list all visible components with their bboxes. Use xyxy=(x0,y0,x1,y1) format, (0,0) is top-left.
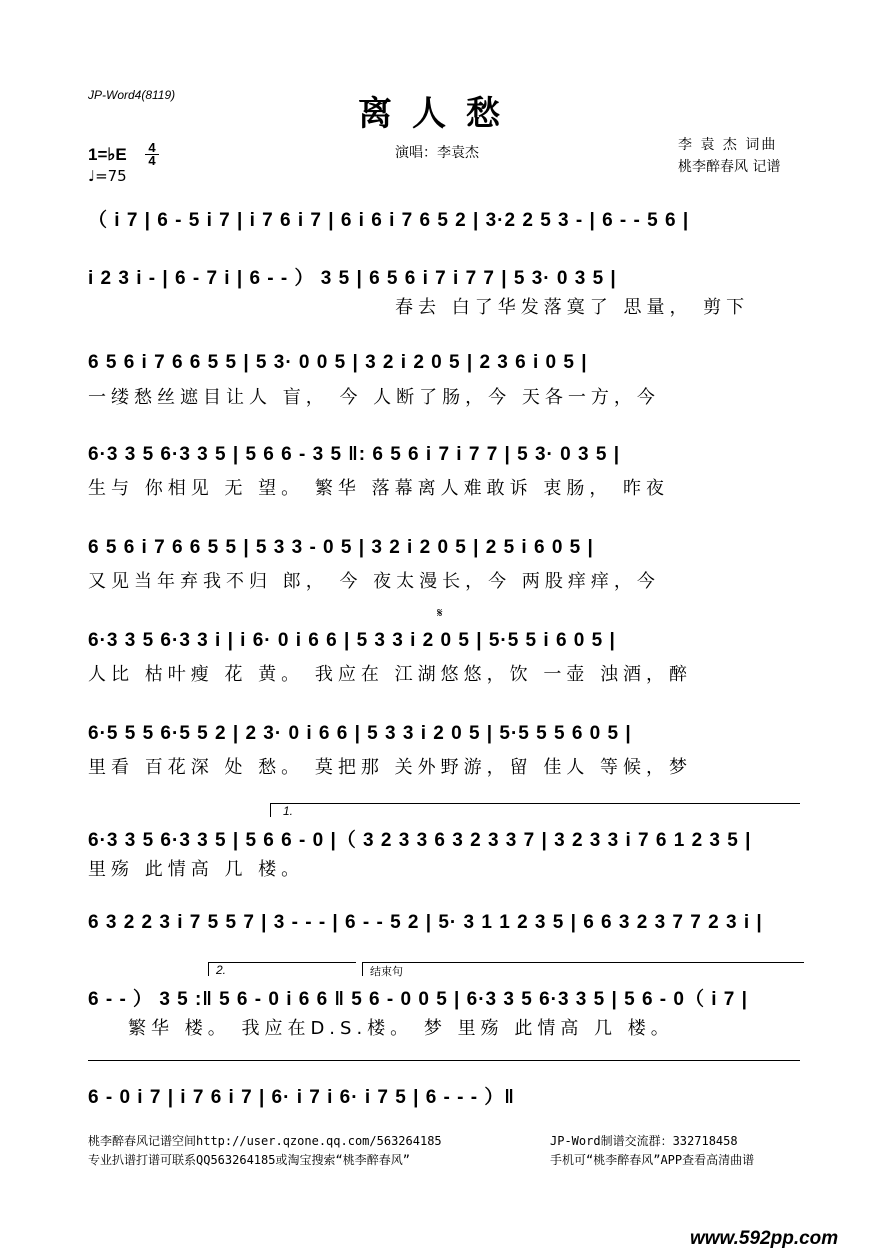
notation-row-11: 6 - 0 i 7 | i 7 6 i 7 | 6· i 7 i 6· i 7 5 | 6 - - - ）‖ xyxy=(88,1087,515,1108)
lyrics-row-5: 又见当年弃我不归 郎， 今 夜太漫长，今 两股痒痒，今 xyxy=(88,571,660,592)
footer-group: JP-Word制谱交流群：332718458 xyxy=(550,1134,738,1148)
first-ending-mark: 1. xyxy=(283,804,294,818)
coda-label: 结束句 xyxy=(370,965,403,978)
lyrics-row-10: 繁华 楼。 我应在D.S.楼。 梦 里殇 此情高 几 楼。 xyxy=(128,1018,674,1039)
time-signature-top: 4 xyxy=(148,140,156,155)
composer-credit: 李 袁 杰 词曲 xyxy=(678,137,778,153)
notation-row-2: i 2 3 i - | 6 - 7 i | 6 - - ） 3 5 | 6 5 6 i 7 i 7 7 | 5 3· 0 3 5 | xyxy=(88,268,617,289)
footer-app: 手机可“桃李醉春风”APP查看高清曲谱 xyxy=(550,1153,755,1167)
lyrics-row-8: 里殇 此情高 几 楼。 xyxy=(88,859,305,880)
notation-row-9: 6 3 2 2 3 i 7 5 5 7 | 3 - - - | 6 - - 5 2 | 5· 3 1 1 2 3 5 | 6 6 3 2 3 7 7 2 3 i | xyxy=(88,912,763,933)
notation-row-3: 6 5 6 i 7 6 6 5 5 | 5 3· 0 0 5 | 3 2 i 2 0 5 | 2 3 6 i 0 5 | xyxy=(88,352,588,373)
notation-row-4: 6·3 3 5 6·3 3 5 | 5 6 6 - 3 5 ‖: 6 5 6 i 7 i 7 7 | 5 3· 0 3 5 | xyxy=(88,444,621,465)
page-title: 离人愁 xyxy=(358,94,520,134)
lyrics-row-7: 里看 百花深 处 愁。 莫把那 关外野游，留 佳人 等候，梦 xyxy=(88,757,693,778)
notation-row-7: 6·5 5 5 6·5 5 2 | 2 3· 0 i 6 6 | 5 3 3 i 2 0 5 | 5·5 5 5 6 0 5 | xyxy=(88,723,632,744)
lyrics-row-2: 春去 白了华发落寞了 思量， 剪下 xyxy=(395,297,750,318)
notation-row-1: （ i 7 | 6 - 5 i 7 | i 7 6 i 7 | 6 i 6 i 7 6 5 2 | 3·2 2 5 3 - | 6 - - 5 6 | xyxy=(88,210,690,231)
segno-sign: 𝄋 xyxy=(437,606,443,621)
tempo-marking: ♩=75 xyxy=(88,167,127,185)
lyrics-row-4: 生与 你相见 无 望。 繁华 落幕离人难敢诉 衷肠， 昨夜 xyxy=(88,478,670,499)
notation-row-5: 6 5 6 i 7 6 6 5 5 | 5 3 3 - 0 5 | 3 2 i 2 0 5 | 2 5 i 6 0 5 | xyxy=(88,537,594,558)
footer-website: 桃李醉春风记谱空间http://user.qzone.qq.com/563264185 xyxy=(88,1134,442,1148)
notation-row-8: 6·3 3 5 6·3 3 5 | 5 6 6 - 0 |（ 3 2 3 3 6 3 2 3 3 7 | 3 2 3 3 i 7 6 1 2 3 5 | xyxy=(88,830,752,851)
footer-contact: 专业扒谱打谱可联系QQ563264185或淘宝搜索“桃李醉春风” xyxy=(88,1153,410,1167)
time-signature xyxy=(145,142,159,167)
time-signature-bottom: 4 xyxy=(145,154,159,167)
second-ending-mark: 2. xyxy=(216,963,227,977)
site-watermark: www.592pp.com xyxy=(690,1228,839,1249)
lyrics-row-6: 人比 枯叶瘦 花 黄。 我应在 江湖悠悠，饮 一壶 浊酒，醉 xyxy=(88,664,693,685)
key-signature: 1=♭E xyxy=(88,145,127,164)
software-tag: JP-Word4(8119) xyxy=(88,88,176,102)
notation-row-10: 6 - - ） 3 5 :‖ 5 6 - 0 i 6 6 ‖ 5 6 - 0 0 5 | 6·3 3 5 6·3 3 5 | 5 6 - 0（ i 7 | xyxy=(88,989,748,1010)
lyrics-row-3: 一缕愁丝遮目让人 盲， 今 人断了肠，今 天各一方，今 xyxy=(88,387,660,408)
singer-credit: 演唱：李袁杰 xyxy=(395,145,479,161)
transcriber-credit: 桃李醉春风 记谱 xyxy=(678,159,781,175)
notation-row-6: 6·3 3 5 6·3 3 i | i 6· 0 i 6 6 | 5 3 3 i 2 0 5 | 5·5 5 i 6 0 5 | xyxy=(88,630,616,651)
